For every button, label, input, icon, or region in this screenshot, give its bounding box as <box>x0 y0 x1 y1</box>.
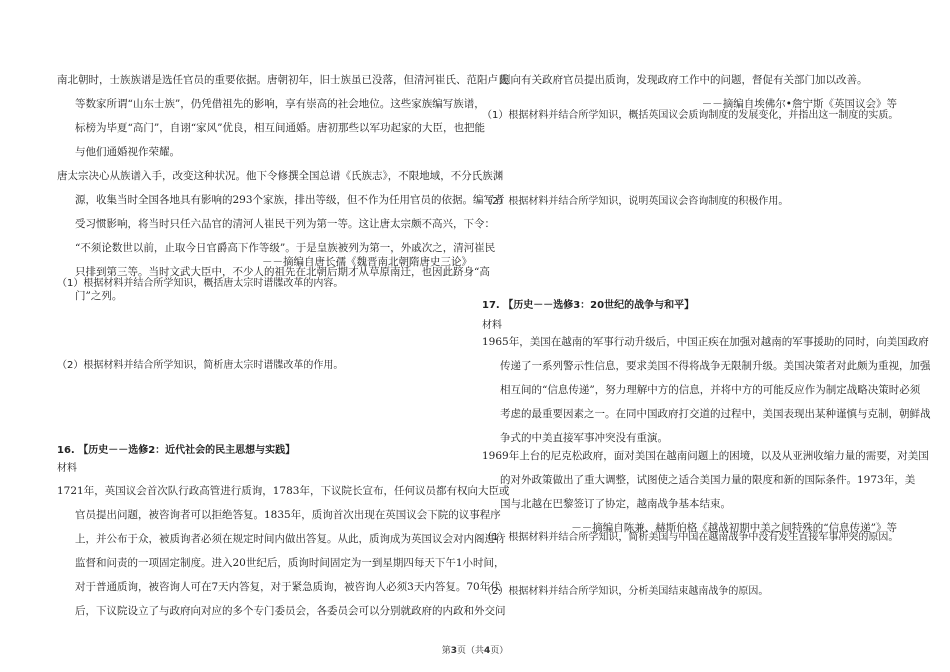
passage-line: 等数家所谓“山东士族”，仍凭借祖先的影响，享有崇高的社会地位。这些家族编写族谱， <box>75 98 485 110</box>
passage-line: 与他们通婚视作荣耀。 <box>75 146 180 158</box>
passage-line: “不须论数世以前，止取今日官爵高下作等级”。于是皇族被列为第一，外戚次之，清河崔民 <box>75 242 496 254</box>
passage-line: 传递了一系列警示性信息，要求美国不得将战争无限制升级。美国决策者对此颇为重视，加强 <box>500 360 931 372</box>
passage-line: 1969年上台的尼克松政府，面对美国在越南问题上的困境，以及从亚洲收缩力量的需要，对美国 <box>482 450 929 462</box>
question-1: （1）根据材料并结合所学知识，概括唐太宗时谱牒改革的内容。 <box>57 278 344 289</box>
material-label: 材料 <box>482 320 502 331</box>
page-number: 3 <box>450 646 457 656</box>
source-citation: －－摘编自唐长孺《魏晋南北朝隋唐史三论》 <box>262 256 472 268</box>
passage-line: 监督和问责的一项固定制度。进入20世纪后，质询时间固定为一到星期四每天下午1小时间， <box>75 557 505 569</box>
question-2: （2）根据材料并结合所学知识，说明英国议会咨询制度的积极作用。 <box>482 196 789 207</box>
passage-line: 1721年，英国议会首次队行政高管进行质询，1783年，下议院长宣布，任何议员都有权向大臣或 <box>57 485 510 497</box>
passage-line: 争式的中美直接军事冲突没有重演。 <box>500 432 668 444</box>
passage-line: 标榜为毕夏“高门”，自诩“家风”优良，相互间通婚。唐初那些以军功起家的大臣，也把能 <box>75 122 485 134</box>
footer-mid: 页（共 <box>456 646 484 656</box>
passage-line: 南北朝时，士族族谱是选任官员的重要依据。唐朝初年，旧士族虽已没落，但清河崔氏、范阳卢氏 <box>57 74 509 86</box>
passage-line: 源，收集当时全国各地具有影响的293个家族，排出等级，但不作为任用官员的依据。编写者 <box>75 194 505 206</box>
source-citation: －－摘编自陈兼、赫斯伯格《越战初期中美之间特殊的“信息传递”》等 <box>571 522 897 534</box>
passage-line: 门”之列。 <box>75 290 123 302</box>
question-2: （2）根据材料并结合所学知识，简析唐太宗时谱牒改革的作用。 <box>57 360 344 371</box>
material-label: 材料 <box>57 463 77 474</box>
passage-line: 考虑的最重要因素之一。在同中国政府打交道的过程中，美国表现出某种谨慎与克制，朝鲜战 <box>500 408 931 420</box>
question-1: （1）根据材料并结合所学知识，概括英国议会质询制度的发展变化，并指出这一制度的实质。 <box>482 110 899 121</box>
footer-prefix: 第 <box>441 646 451 656</box>
question-1b: （1）根据材料并结合所学知识，简析美国与中国在越南战争中没有发生直接军事冲突的原因。 <box>482 532 899 543</box>
passage-line: 后，下议院设立了与政府向对应的多个专门委员会，各委员会可以分别就政府的内政和外交问 <box>75 605 506 617</box>
passage-line: 对于普通质询，被咨询人可在7天内答复，对于紧急质询，被咨询人必须3天内答复。70年代 <box>75 581 501 593</box>
passage-line: 题向有关政府官员提出质询，发现政府工作中的问题，督促有关部门加以改善。 <box>500 74 868 86</box>
source-citation: －－摘编自埃佛尔•詹宁斯《英国议会》等 <box>701 98 897 110</box>
passage-line: 相互间的“信息传递”，努力理解中方的信息，并将中方的可能反应作为制定战略决策时必须 <box>500 384 921 396</box>
page-footer <box>0 643 950 656</box>
passage-line: 受习惯影响，将当时只任六品官的清河人崔民干列为第一等。这让唐太宗颇不高兴，下令： <box>75 218 495 230</box>
section-heading-17: 17. 【历史－－选修3：20世纪的战争与和平】 <box>482 300 695 311</box>
total-pages: 4 <box>484 646 491 656</box>
passage-line: 唐太宗决心从族谱入手，改变这种状况。他下令修撰全国总谱《氏族志》，不限地域，不分氏族渊 <box>57 170 504 182</box>
section-heading-16: 16. 【历史－－选修2：近代社会的民主思想与实践】 <box>57 445 296 456</box>
passage-line: 国与北越在巴黎签订了协定，越南战争基本结束。 <box>500 498 731 510</box>
passage-line: 官员提出问题，被咨询者可以拒绝答复。1835年，质询首次出现在英国议会下院的议事程序 <box>75 509 501 521</box>
passage-line: 只排到第三等。当时文武大臣中，不少人的祖先在北朝后期才从草原南迁，也因此跻身“高 <box>75 266 490 278</box>
passage-line: 上，并公布于众，被质询者必须在规定时间内做出答复。从此，质询成为英国议会对内阁进行 <box>75 533 506 545</box>
passage-line: 1965年，美国在越南的军事行动升级后，中国正疾在加强对越南的军事援助的同时，向美国政府 <box>482 336 929 348</box>
footer-suffix: 页） <box>490 646 509 656</box>
question-2b: （2）根据材料并结合所学知识，分析美国结束越南战争的原因。 <box>482 586 769 597</box>
passage-line: 的对外政策做出了重大调整，试图使之适合美国力量的限度和新的国际条件。1973年，美 <box>500 474 916 486</box>
